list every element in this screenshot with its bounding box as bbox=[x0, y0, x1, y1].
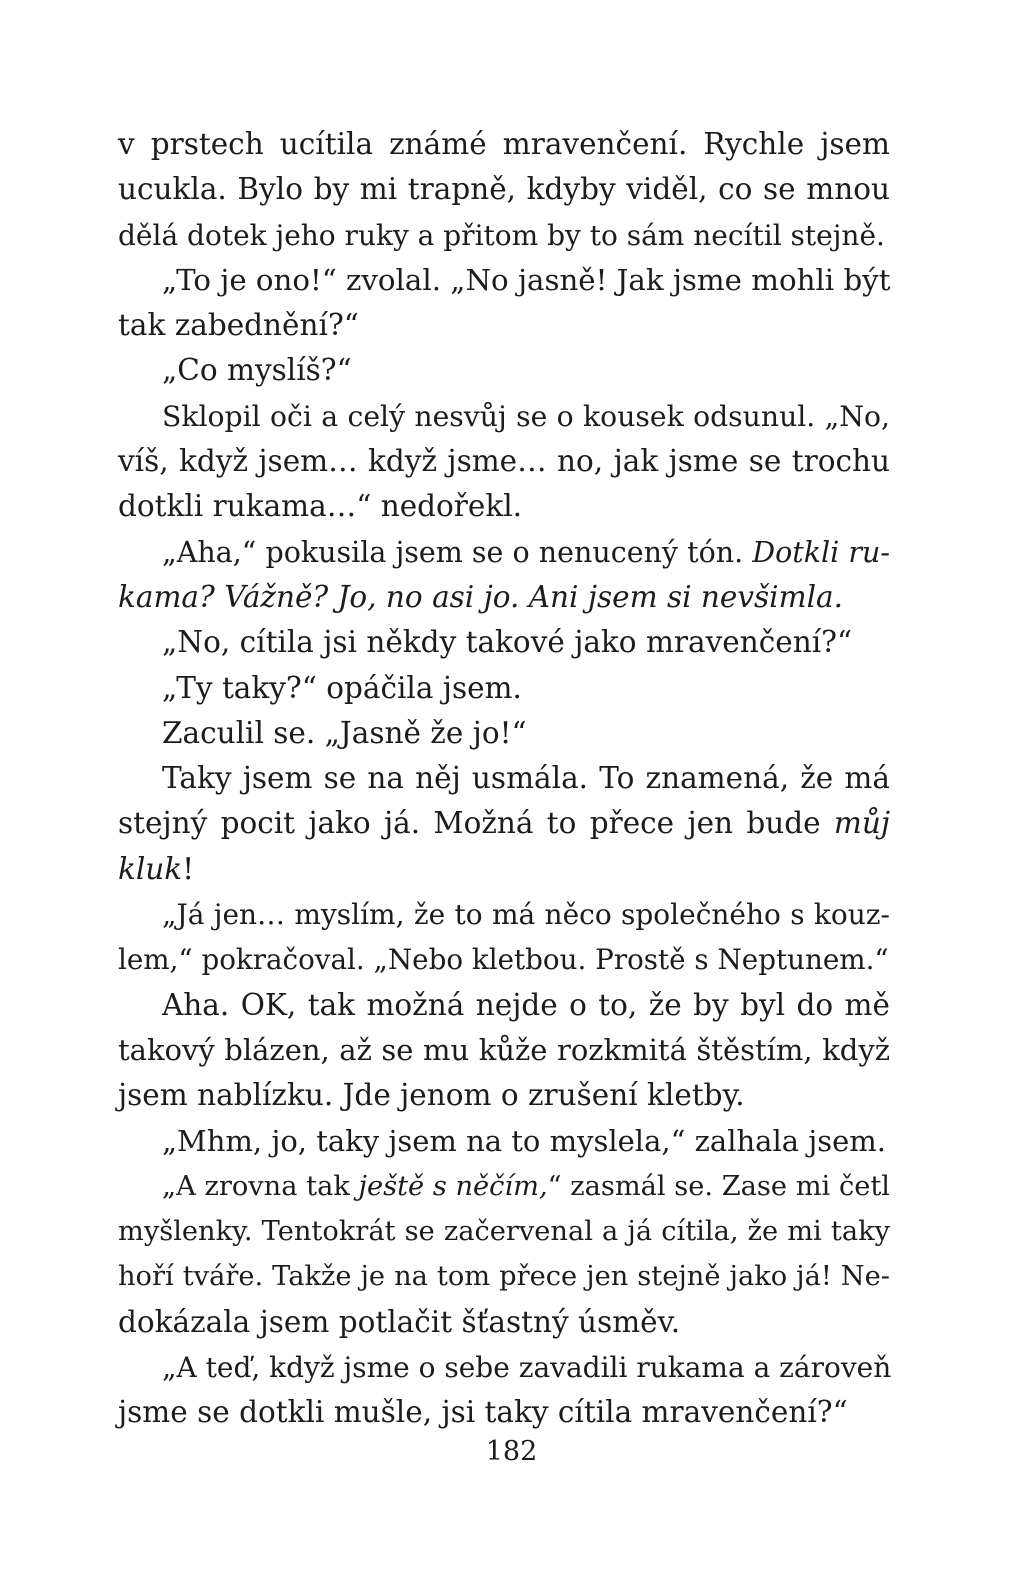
text-line: „A teď, když jsme o sebe zavadili rukama a zároveň bbox=[162, 1351, 892, 1385]
page-number: 182 bbox=[485, 1436, 538, 1467]
text-line: „Ty taky?“ opáčila jsem. bbox=[162, 670, 522, 705]
text-line: „Aha,“ pokusila jsem se o nenucený tón. Dotkli ru- bbox=[162, 535, 890, 569]
text-line: dokázala jsem potlačit šťastný úsměv. bbox=[118, 1304, 681, 1339]
text-line: tak zabednění?“ bbox=[118, 308, 359, 343]
text-line: myšlenky. Tentokrát se začervenal a já cítila, že mi taky bbox=[118, 1216, 890, 1248]
text-line: „No, cítila jsi někdy takové jako mravenčení?“ bbox=[162, 625, 853, 660]
text-line: Taky jsem se na něj usmála. To znamená, že má bbox=[162, 761, 890, 796]
text-line: lem,“ pokračoval. „Nebo kletbou. Prostě s Neptunem.“ bbox=[118, 943, 889, 977]
text-line: „Já jen… myslím, že to má něco společného s kouz- bbox=[162, 898, 890, 932]
text-line: „To je ono!“ zvolal. „No jasně! Jak jsme mohli být bbox=[162, 262, 891, 297]
body-text bbox=[118, 122, 890, 1436]
text-line: Sklopil oči a celý nesvůj se o kousek odsunul. „No, bbox=[162, 399, 890, 433]
text-line: víš, když jsem… když jsme… no, jak jsme se trochu bbox=[118, 444, 890, 479]
text-line: hoří tváře. Takže je na tom přece jen stejně jako já! Ne- bbox=[118, 1261, 890, 1293]
text-line: stejný pocit jako já. Možná to přece jen bude můj bbox=[118, 806, 890, 841]
text-line: takový blázen, až se mu kůže rozkmitá štěstím, když bbox=[118, 1032, 890, 1067]
text-line: kluk! bbox=[118, 851, 195, 886]
text-line: „Mhm, jo, taky jsem na to myslela,“ zalhala jsem. bbox=[162, 1123, 886, 1158]
text-line: v prstech ucítila známé mravenčení. Rychle jsem bbox=[118, 127, 890, 161]
text-line: ucukla. Bylo by mi trapně, kdyby viděl, co se mnou bbox=[118, 172, 890, 207]
text-line: dělá dotek jeho ruky a přitom by to sám necítil stejně. bbox=[118, 218, 885, 252]
text-line: Zaculil se. „Jasně že jo!“ bbox=[162, 715, 527, 750]
text-line: jsem nablízku. Jde jenom o zrušení kletby. bbox=[118, 1078, 745, 1113]
text-line: dotkli rukama…“ nedořekl. bbox=[118, 489, 523, 524]
text-line: „Co myslíš?“ bbox=[162, 353, 352, 388]
text-line: „A zrovna tak ještě s něčím,“ zasmál se. Zase mi četl bbox=[162, 1170, 890, 1202]
text-line: kama? Vážně? Jo, no asi jo. Ani jsem si nevšimla. bbox=[118, 579, 843, 614]
text-line: jsme se dotkli mušle, jsi taky cítila mravenčení?“ bbox=[118, 1395, 848, 1430]
text-line: Aha. OK, tak možná nejde o to, že by byl do mě bbox=[162, 987, 890, 1022]
